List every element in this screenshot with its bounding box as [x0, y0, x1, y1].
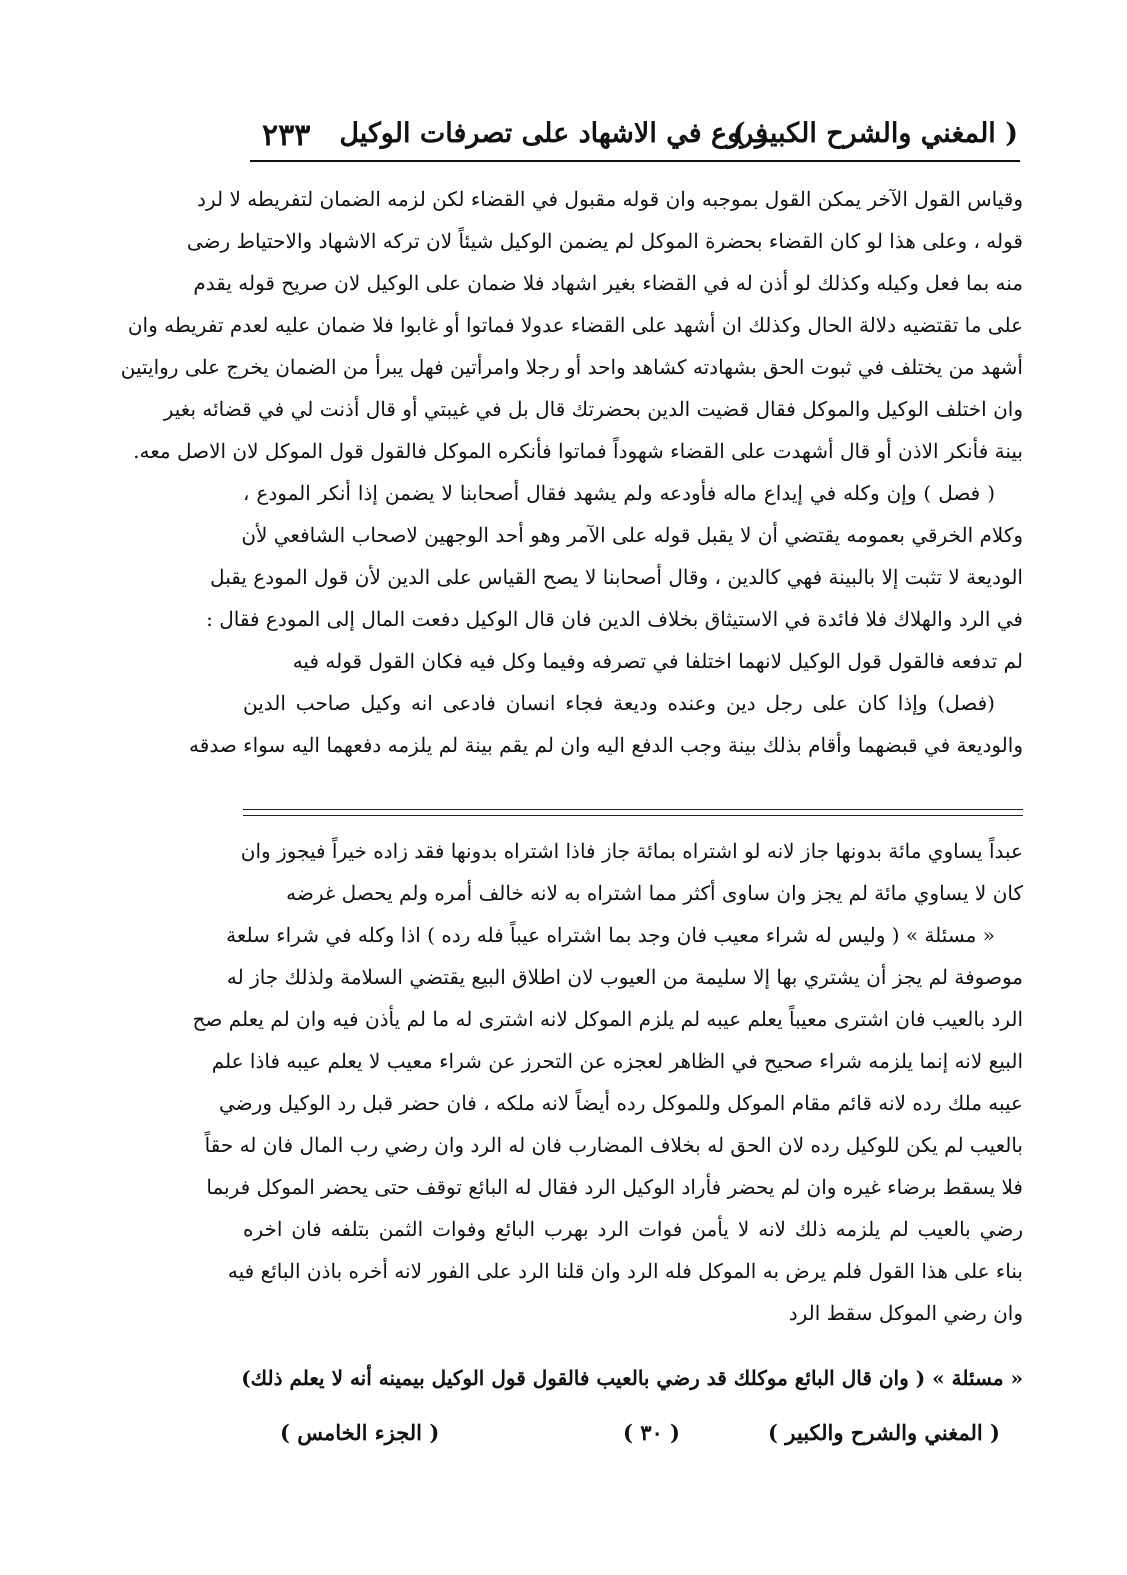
commentary-line: وان رضي الموكل سقط الرد [788, 1301, 1023, 1325]
footer-signature-number: ( ٣٠ ) [622, 1420, 680, 1445]
main-line: لم تدفعه فالقول قول الوكيل لانهما اختلفا في تصرفه وفيما وكل فيه فكان القول قوله فيه [292, 649, 1023, 673]
section-divider [243, 809, 1023, 810]
main-text-block [120, 178, 1023, 766]
commentary-line: « مسئلة » ( وليس له شراء معيب فان وجد بما اشتراه عيباً فله رده ) اذا وكله في شراء سلعة [226, 923, 995, 947]
main-line: منه بما فعل وكيله وكذلك لو أذن له في القضاء بغير اشهاد فلا ضمان على الوكيل لان صريح قوله يقدم [193, 271, 1023, 295]
main-line: وان اختلف الوكيل والموكل فقال قضيت الدين بحضرتك قال بل في غيبتي أو قال أذنت لي في قضائه بغير [163, 397, 1023, 421]
catchword-line: « مسئلة » ( وان قال البائع موكلك قد رضي بالعيب فالقول قول الوكيل بيمينه أنه لا يعلم ذلك) [241, 1366, 1023, 1390]
commentary-line: موصوفة لم يجز أن يشتري بها إلا سليمة من العيوب لان اطلاق البيع يقتضي السلامة ولذلك جاز له [226, 965, 1023, 989]
main-line: قوله ، وعلى هذا لو كان القضاء بحضرة الموكل لم يضمن الوكيل شيئاً لان تركه الاشهاد والاحتياط رضى [186, 229, 1023, 253]
page-footer [280, 1420, 1000, 1456]
header-page-number: ٢٣٣ [262, 118, 311, 153]
header-section-title: فروع في الاشهاد على تصرفات الوكيل [339, 118, 768, 149]
commentary-line: بالعيب لم يكن للوكيل رده لان الحق له بخلاف المضارب فان له الرد وان رضي رب المال فان له حقاً [204, 1133, 1023, 1157]
commentary-line: عبداً يساوي مائة بدونها جاز لانه لو اشتراه بمائة جاز فاذا اشتراه بدونها فقد زاده خيراً فيجوز وان [240, 839, 1023, 863]
footer-book-title: ( المغني والشرح والكبير ) [768, 1420, 1000, 1445]
main-line: في الرد والهلاك فلا فائدة في الاستيثاق بخلاف الدين فان قال الوكيل دفعت المال إلى المودع فقال : [206, 607, 1023, 631]
main-line: على ما تقتضيه دلالة الحال وكذلك ان أشهد على القضاء عدولا فماتوا أو غابوا فلا ضمان عليه لعدم تفريطه وان [127, 313, 1023, 337]
header-book-title: ( المغني والشرح الكبير ) [732, 118, 1018, 149]
main-line: (فصل) وإذا كان على رجل دين وعنده وديعة فجاء انسان فادعى انه وكيل صاحب الدين [243, 691, 995, 715]
main-line: ( فصل ) وإن وكله في إيداع ماله فأودعه ولم يشهد فقال أصحابنا لا يضمن إذا أنكر المودع ، [243, 481, 996, 505]
commentary-line: عيبه ملك رده لانه قائم مقام الموكل وللموكل رده أيضاً لانه ملكه ، فان حضر قبل رد الوكيل ورضي [219, 1091, 1023, 1115]
running-header [250, 118, 1018, 160]
commentary-line: كان لا يساوي مائة لم يجز وان ساوى أكثر مما اشتراه به لانه خالف أمره ولم يحصل غرضه [286, 881, 1023, 905]
footer-volume: ( الجزء الخامس ) [280, 1420, 440, 1445]
commentary-line: بناء على هذا القول فلم يرض به الموكل فله الرد وان قلنا الرد على الفور لانه أخره باذن البائع فيه [227, 1259, 1023, 1283]
main-line: وكلام الخرقي بعمومه يقتضي أن لا يقبل قوله على الآمر وهو أحد الوجهين لاصحاب الشافعي لأن [241, 523, 1023, 547]
main-line: وقياس القول الآخر يمكن القول بموجبه وان قوله مقبول في القضاء لكن لزمه الضمان لتفريطه لا لرد [197, 187, 1023, 211]
commentary-text-block [192, 830, 1023, 1334]
main-line: والوديعة في قبضهما وأقام بذلك بينة وجب الدفع اليه وان لم يقم بينة لم يلزمه دفعهما اليه سواء صدقه [189, 733, 1023, 757]
header-rule [250, 160, 1020, 162]
commentary-line: رضي بالعيب لم يلزمه ذلك لانه لا يأمن فوات الرد بهرب البائع وفوات الثمن بتلفه فان اخره [243, 1217, 1023, 1241]
main-line: أشهد من يختلف في ثبوت الحق بشهادته كشاهد واحد أو رجلا وامرأتين فهل يبرأ من الضمان يخرج على روايتين [120, 355, 1023, 379]
commentary-line: البيع لانه إنما يلزمه شراء صحيح في الظاهر لعجزه عن التحرز عن شراء معيب لا يعلم عيبه فاذا علم [211, 1049, 1023, 1073]
commentary-line: فلا يسقط برضاء غيره وان لم يحضر فأراد الوكيل الرد فقال له البائع توقف حتى يحضر الموكل فربما [206, 1175, 1023, 1199]
main-line: الوديعة لا تثبت إلا بالبينة فهي كالدين ، وقال أصحابنا لا يصح القياس على الدين لأن قول المودع يقبل [210, 565, 1023, 589]
main-line: بينة فأنكر الاذن أو قال أشهدت على القضاء شهوداً فماتوا فأنكره الموكل فالقول قول الموكل لان الاصل معه. [133, 439, 1023, 463]
section-divider [243, 815, 1023, 816]
commentary-line: الرد بالعيب فان اشترى معيباً يعلم عيبه لم يلزم الموكل لانه اشترى له ما لم يأذن فيه وان لم يعلم صح [192, 1007, 1023, 1031]
